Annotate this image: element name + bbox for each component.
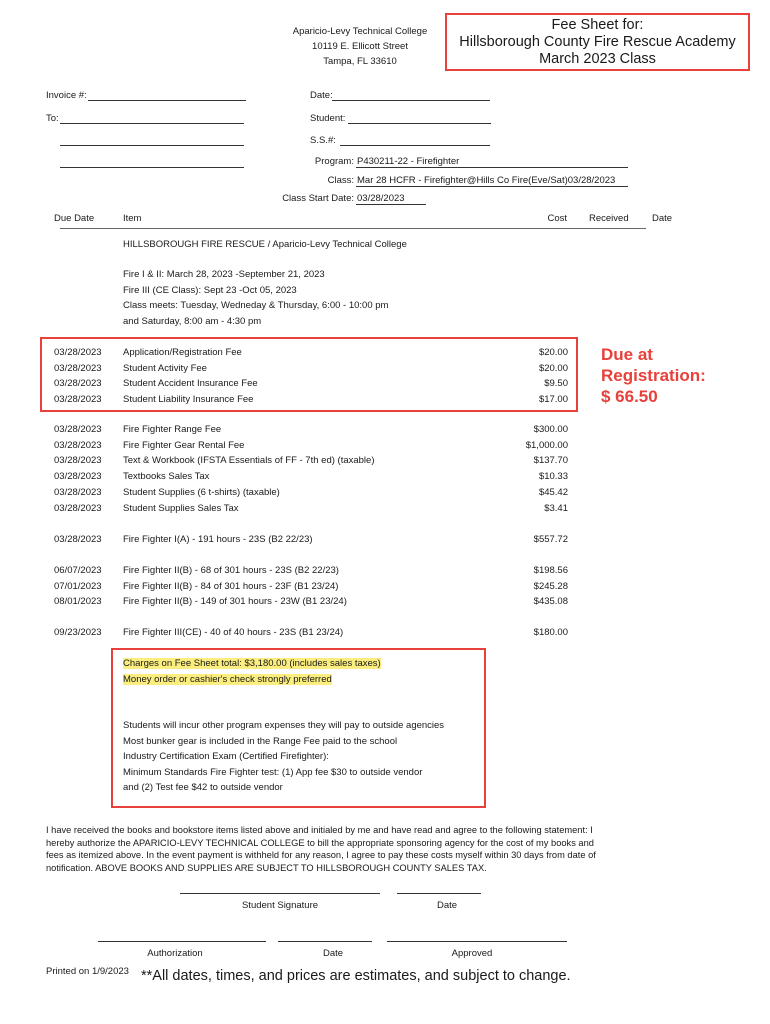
- fee-cost: $45.42: [538, 486, 568, 498]
- fee-cost: $300.00: [533, 424, 568, 435]
- fee-cost: $180.00: [533, 627, 568, 638]
- charges-total-text: Charges on Fee Sheet total: $3,180.00 (includes sales taxes): [123, 658, 381, 669]
- fee-due-date: 03/28/2023: [54, 471, 102, 483]
- printed-date: Printed on 1/9/2023: [46, 966, 129, 977]
- fee-due-date: 08/01/2023: [54, 596, 102, 608]
- intro-line3: Class meets: Tuesday, Wedneday & Thursday, 6:00 - 10:00 pm: [123, 300, 389, 311]
- date-line: [332, 100, 490, 101]
- fee-item: Fire Fighter I(A) - 191 hours - 23S (B2 22/23): [123, 534, 313, 545]
- fee-due-date: 03/28/2023: [54, 455, 102, 467]
- fee-cost: $3.41: [544, 502, 568, 514]
- to-line-3: [60, 167, 244, 168]
- due-amount: $ 66.50: [601, 387, 658, 406]
- school-street: 10119 E. Ellicott Street: [312, 41, 408, 52]
- fee-cost: $245.28: [533, 580, 568, 592]
- agreement-text: [46, 824, 646, 874]
- class-start-label: Class Start Date:: [282, 193, 354, 204]
- fee-cost: $9.50: [544, 378, 568, 389]
- due-line1: Due at: [601, 345, 653, 364]
- approved-label: Approved: [451, 948, 493, 959]
- fee-due-date: 09/23/2023: [54, 627, 102, 638]
- to-label: To:: [46, 113, 59, 124]
- fee-due-date: 06/07/2023: [54, 565, 102, 576]
- to-line-1: [60, 123, 244, 124]
- due-line2: Registration:: [601, 366, 706, 385]
- intro-line4: and Saturday, 8:00 am - 4:30 pm: [123, 316, 262, 327]
- fee-item: Fire Fighter Range Fee: [123, 424, 222, 435]
- authorization-line[interactable]: [98, 941, 266, 942]
- fee-sheet-title-line3: March 2023 Class: [539, 51, 656, 67]
- school-name: Aparicio-Levy Technical College: [292, 26, 428, 37]
- class-value: Mar 28 HCFR - Firefighter@Hills Co Fire(Eve/Sat)03/28/2023: [357, 175, 616, 186]
- fee-due-date: 07/01/2023: [54, 580, 102, 592]
- signature-date-label: Date: [436, 900, 458, 911]
- date-label: Date:: [310, 90, 333, 101]
- fee-row: [0, 424, 770, 436]
- fee-sheet-title-line2: Hillsborough County Fire Rescue Academy: [459, 34, 736, 50]
- fee-sheet-title-box: [445, 13, 750, 71]
- fee-cost: $1,000.00: [525, 439, 568, 451]
- student-label: Student:: [310, 113, 346, 124]
- fee-cost: $137.70: [533, 455, 568, 467]
- charges-note2: Most bunker gear is included in the Range Fee paid to the school: [123, 736, 398, 747]
- fee-row: [0, 455, 770, 467]
- fee-row: [0, 471, 770, 483]
- fee-row: [0, 487, 770, 499]
- fee-cost: $198.56: [533, 565, 568, 576]
- fee-item: Textbooks Sales Tax: [123, 471, 210, 483]
- fee-cost: $10.33: [538, 471, 568, 483]
- fee-due-date: 03/28/2023: [54, 439, 102, 451]
- fee-row: [0, 503, 770, 515]
- ss-line: [340, 145, 490, 146]
- approved-line[interactable]: [387, 941, 567, 942]
- class-line: [356, 186, 628, 187]
- class-start-line: [356, 204, 426, 205]
- fee-due-date: 03/28/2023: [54, 347, 102, 358]
- agreement-line3: fees as itemized above. In the event payment is withheld for any reason, I agree to pay these costs myself within 30 days from date of: [46, 850, 596, 860]
- class-label: Class:: [327, 175, 354, 186]
- col-cost: Cost: [547, 213, 567, 224]
- fee-item: Student Activity Fee: [123, 362, 207, 374]
- disclaimer: **All dates, times, and prices are estimates, and subject to change.: [141, 968, 571, 984]
- intro-line1: Fire I & II: March 28, 2023 -September 21, 2023: [123, 269, 325, 280]
- authorization-date-line[interactable]: [278, 941, 372, 942]
- due-at-registration: [601, 344, 706, 407]
- fee-due-date: 03/28/2023: [54, 362, 102, 374]
- agreement-line2: hereby authorize the APARICIO-LEVY TECHNICAL COLLEGE to bill the appropriate sponsoring agency for the cost of my books and: [46, 837, 594, 848]
- fee-cost: $17.00: [538, 393, 568, 405]
- agreement-line1: I have received the books and bookstore items listed above and initialed by me and have read and agree to the following statement: I: [46, 825, 593, 835]
- intro-heading: HILLSBOROUGH FIRE RESCUE / Aparicio-Levy Technical College: [123, 239, 407, 250]
- fee-item: Student Liability Insurance Fee: [123, 393, 254, 405]
- fee-row: [0, 534, 770, 546]
- fee-row: [0, 581, 770, 593]
- to-line-2: [60, 145, 244, 146]
- agreement-line4: notification. ABOVE BOOKS AND SUPPLIES ARE SUBJECT TO HILLSBOROUGH COUNTY SALES TAX.: [46, 862, 487, 873]
- invoice-line: [88, 100, 246, 101]
- student-signature-line[interactable]: [180, 893, 380, 894]
- school-city: Tampa, FL 33610: [323, 56, 397, 67]
- fee-item: Fire Fighter II(B) - 68 of 301 hours - 23S (B2 22/23): [123, 565, 339, 576]
- fee-due-date: 03/28/2023: [54, 486, 102, 498]
- fee-cost: $20.00: [538, 362, 568, 374]
- fee-cost: $435.08: [533, 596, 568, 608]
- intro-line2: Fire III (CE Class): Sept 23 -Oct 05, 2023: [123, 285, 297, 296]
- program-label: Program:: [314, 156, 354, 167]
- fee-cost: $557.72: [533, 534, 568, 545]
- fee-item: Student Accident Insurance Fee: [123, 378, 258, 389]
- ss-label: S.S.#:: [310, 135, 336, 146]
- program-line: [356, 167, 628, 168]
- fee-item: Application/Registration Fee: [123, 347, 242, 358]
- class-start-value: 03/28/2023: [357, 193, 405, 204]
- fee-item: Fire Fighter II(B) - 84 of 301 hours - 23F (B1 23/24): [123, 580, 339, 592]
- student-line: [348, 123, 491, 124]
- col-received: Received: [589, 213, 629, 224]
- fee-due-date: 03/28/2023: [54, 502, 102, 514]
- fee-sheet-title-line1: Fee Sheet for:: [551, 17, 644, 33]
- col-due-date: Due Date: [54, 213, 95, 224]
- fee-row: [0, 565, 770, 577]
- col-item: Item: [123, 213, 142, 224]
- col-date: Date: [652, 213, 673, 224]
- fee-row: [0, 596, 770, 608]
- invoice-label: Invoice #:: [46, 90, 87, 101]
- charges-note5: and (2) Test fee $42 to outside vendor: [123, 782, 283, 793]
- authorization-date-label: Date: [322, 948, 344, 959]
- program-value: P430211-22 - Firefighter: [357, 156, 460, 167]
- fee-item: Fire Fighter III(CE) - 40 of 40 hours - 23S (B1 23/24): [123, 627, 344, 638]
- charges-total: [123, 658, 381, 669]
- fee-row: [0, 440, 770, 452]
- signature-date-line[interactable]: [397, 893, 481, 894]
- fee-due-date: 03/28/2023: [54, 378, 102, 389]
- fee-due-date: 03/28/2023: [54, 393, 102, 405]
- fee-item: Fire Fighter Gear Rental Fee: [123, 439, 245, 451]
- fee-item: Student Supplies (6 t-shirts) (taxable): [123, 486, 280, 498]
- student-signature-label: Student Signature: [241, 900, 319, 911]
- fee-row: [0, 627, 770, 639]
- charges-note3: Industry Certification Exam (Certified Firefighter):: [123, 751, 329, 762]
- charges-note4: Minimum Standards Fire Fighter test: (1) App fee $30 to outside vendor: [123, 767, 423, 778]
- fee-due-date: 03/28/2023: [54, 424, 102, 435]
- authorization-label: Authorization: [147, 948, 203, 959]
- fee-cost: $20.00: [538, 347, 568, 358]
- fee-item: Text & Workbook (IFSTA Essentials of FF - 7th ed) (taxable): [123, 455, 375, 467]
- charges-payment: [123, 674, 332, 685]
- fee-item: Fire Fighter II(B) - 149 of 301 hours - 23W (B1 23/24): [123, 596, 347, 608]
- charges-note1: Students will incur other program expenses they will pay to outside agencies: [123, 720, 445, 731]
- fee-item: Student Supplies Sales Tax: [123, 502, 239, 514]
- header-divider: [60, 228, 646, 229]
- charges-payment-text: Money order or cashier's check strongly preferred: [123, 674, 332, 685]
- fee-due-date: 03/28/2023: [54, 534, 102, 545]
